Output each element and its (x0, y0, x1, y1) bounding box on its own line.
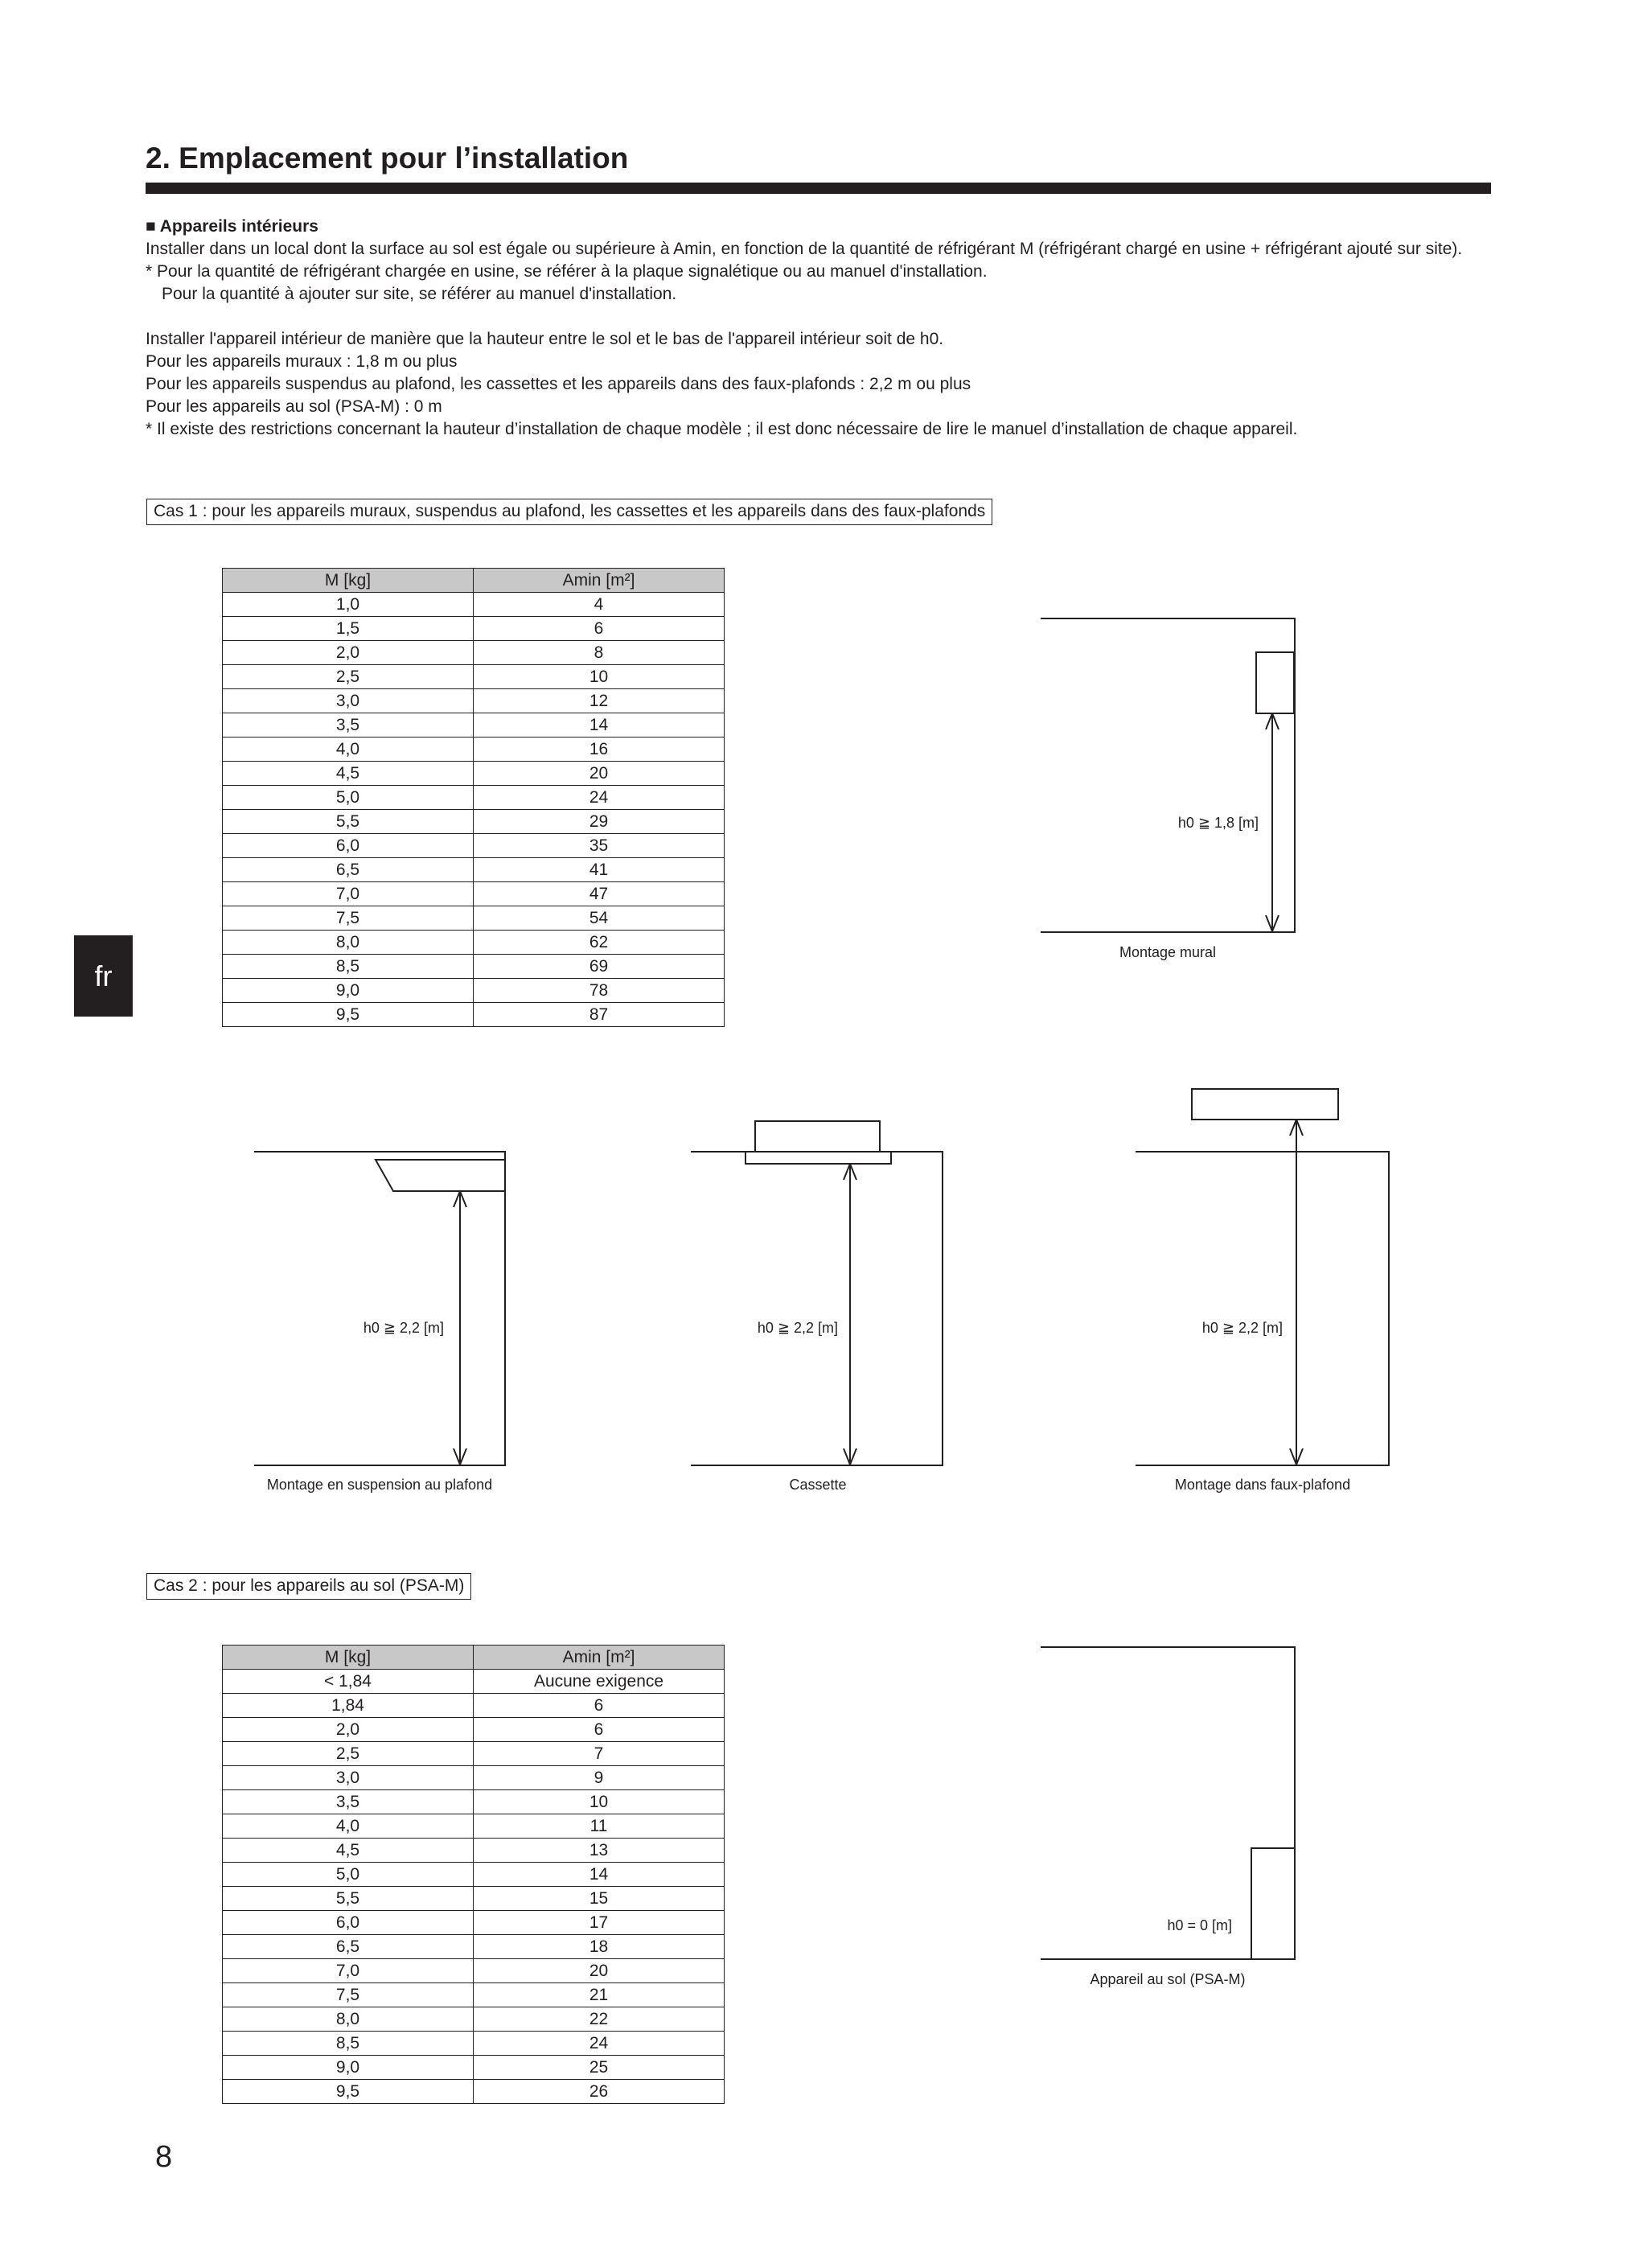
diagram-cassette (691, 1121, 943, 1493)
case1-label: Cas 1 : pour les appareils muraux, suspendus au plafond, les cassettes et les appareils dans des faux-plafonds (146, 499, 992, 525)
cell-amin: 20 (474, 762, 725, 786)
diagram-floor-standing (1041, 1647, 1295, 1987)
intro-paragraph-2: Installer l'appareil intérieur de manière que la hauteur entre le sol et le bas de l'appareil intérieur soit de h0. (146, 330, 944, 348)
cassette-height-label: h0 ≧ 2,2 [m] (757, 1320, 838, 1336)
cell-amin: 20 (474, 1959, 725, 1983)
cell-mass: 9,5 (223, 1003, 474, 1027)
wall-unit (1256, 652, 1294, 713)
intro-note-2: * Il existe des restrictions concernant la hauteur d’installation de chaque modèle ; il est donc nécessaire de lire le manuel d’installation de chaque appareil. (146, 420, 1298, 438)
intro-line-ceiling: Pour les appareils suspendus au plafond, les cassettes et les appareils dans des faux-plafonds : 2,2 m ou plus (146, 375, 971, 393)
ceiling-caption: Montage en suspension au plafond (266, 1477, 493, 1493)
cell-mass: 8,0 (223, 2007, 474, 2032)
ceiling-height-label: h0 ≧ 2,2 [m] (363, 1320, 444, 1336)
cell-amin: 6 (474, 617, 725, 641)
cell-amin: 24 (474, 786, 725, 810)
cell-mass: 7,5 (223, 906, 474, 931)
floor-room-outline (1041, 1647, 1295, 1959)
cell-mass: 6,0 (223, 834, 474, 858)
cell-amin: 14 (474, 713, 725, 738)
cell-mass: 5,5 (223, 810, 474, 834)
cell-amin: 9 (474, 1766, 725, 1790)
cell-amin: 11 (474, 1814, 725, 1839)
ducted-unit (1192, 1089, 1338, 1120)
cell-amin: 4 (474, 593, 725, 617)
cell-mass: 4,0 (223, 738, 474, 762)
cell-amin: 35 (474, 834, 725, 858)
intro-paragraph-1: Installer dans un local dont la surface au sol est égale ou supérieure à Amin, en fonction de la quantité de réfrigérant M (réfrigérant chargé en usine + réfrigérant ajouté sur site). (146, 240, 1463, 258)
cell-mass: 8,5 (223, 955, 474, 979)
cell-mass: 9,5 (223, 2080, 474, 2104)
cell-mass: 8,5 (223, 2032, 474, 2056)
cell-amin: 26 (474, 2080, 725, 2104)
ceiling-suspended-unit (376, 1160, 505, 1191)
cell-amin: 7 (474, 1742, 725, 1766)
cell-amin: 62 (474, 931, 725, 955)
section-title: 2. Emplacement pour l’installation (146, 142, 629, 175)
cell-amin: 41 (474, 858, 725, 882)
intro-line-wall: Pour les appareils muraux : 1,8 m ou plus (146, 352, 458, 371)
cell-mass: 6,5 (223, 858, 474, 882)
cell-mass: 3,0 (223, 689, 474, 713)
ducted-room-outline (1136, 1152, 1389, 1465)
table-header: Amin [m²] (474, 569, 725, 593)
cell-mass: 3,5 (223, 1790, 474, 1814)
cell-amin: 47 (474, 882, 725, 906)
cell-mass: 6,0 (223, 1911, 474, 1935)
cell-amin: 87 (474, 1003, 725, 1027)
cell-mass: 5,0 (223, 1863, 474, 1887)
cell-mass: 1,5 (223, 617, 474, 641)
cell-mass: 4,0 (223, 1814, 474, 1839)
language-tab: fr (74, 935, 133, 1017)
cell-amin: 10 (474, 1790, 725, 1814)
cell-amin: 54 (474, 906, 725, 931)
cell-mass: 2,5 (223, 665, 474, 689)
cell-amin: Aucune exigence (474, 1670, 725, 1694)
floor-height-label: h0 = 0 [m] (1167, 1917, 1232, 1933)
cell-amin: 24 (474, 2032, 725, 2056)
diagram-ducted (1136, 1089, 1389, 1493)
cell-mass: 5,5 (223, 1887, 474, 1911)
cell-amin: 6 (474, 1694, 725, 1718)
cell-amin: 6 (474, 1718, 725, 1742)
diagram-ceiling-suspended (254, 1152, 505, 1493)
cassette-caption: Cassette (789, 1477, 847, 1493)
cell-mass: 4,5 (223, 1839, 474, 1863)
cell-amin: 17 (474, 1911, 725, 1935)
cell-amin: 16 (474, 738, 725, 762)
cell-amin: 18 (474, 1935, 725, 1959)
intro-note-1b: Pour la quantité à ajouter sur site, se référer au manuel d'installation. (162, 285, 677, 303)
cell-mass: 9,0 (223, 2056, 474, 2080)
ceiling-room-outline (254, 1152, 505, 1465)
cassette-panel (745, 1152, 891, 1164)
table-header: Amin [m²] (474, 1646, 725, 1670)
cell-mass: 4,5 (223, 762, 474, 786)
cell-mass: 7,5 (223, 1983, 474, 2007)
cell-amin: 22 (474, 2007, 725, 2032)
cell-amin: 13 (474, 1839, 725, 1863)
ducted-height-label: h0 ≧ 2,2 [m] (1201, 1320, 1283, 1336)
cell-amin: 69 (474, 955, 725, 979)
intro-note-1: * Pour la quantité de réfrigérant chargée en usine, se référer à la plaque signalétique ou au manuel d'installation. (146, 262, 988, 281)
cell-mass: 7,0 (223, 1959, 474, 1983)
cell-amin: 14 (474, 1863, 725, 1887)
cell-amin: 12 (474, 689, 725, 713)
floor-unit (1251, 1848, 1295, 1959)
cell-mass: 6,5 (223, 1935, 474, 1959)
cell-amin: 25 (474, 2056, 725, 2080)
wall-height-label: h0 ≧ 1,8 [m] (1177, 815, 1259, 831)
cassette-room-outline (691, 1152, 943, 1465)
floor-caption: Appareil au sol (PSA-M) (1090, 1971, 1246, 1987)
cell-mass: 2,0 (223, 641, 474, 665)
cell-mass: 2,0 (223, 1718, 474, 1742)
cell-mass: 5,0 (223, 786, 474, 810)
intro-line-floor: Pour les appareils au sol (PSA-M) : 0 m (146, 397, 442, 416)
cell-mass: 2,5 (223, 1742, 474, 1766)
page-number: 8 (155, 2140, 173, 2174)
cell-amin: 10 (474, 665, 725, 689)
table-header: M [kg] (223, 1646, 474, 1670)
cell-mass: < 1,84 (223, 1670, 474, 1694)
cell-amin: 29 (474, 810, 725, 834)
cell-mass: 8,0 (223, 931, 474, 955)
cell-mass: 3,5 (223, 713, 474, 738)
table-header: M [kg] (223, 569, 474, 593)
cassette-body (755, 1121, 880, 1152)
cell-amin: 15 (474, 1887, 725, 1911)
cell-mass: 3,0 (223, 1766, 474, 1790)
diagram-wall-mount (1041, 618, 1295, 960)
cell-mass: 1,84 (223, 1694, 474, 1718)
cell-mass: 7,0 (223, 882, 474, 906)
cell-mass: 1,0 (223, 593, 474, 617)
cell-amin: 8 (474, 641, 725, 665)
case2-label: Cas 2 : pour les appareils au sol (PSA-M) (146, 1573, 471, 1600)
cell-mass: 9,0 (223, 979, 474, 1003)
intro-heading: ■ Appareils intérieurs (146, 217, 318, 236)
wall-caption: Montage mural (1119, 944, 1217, 960)
cell-amin: 21 (474, 1983, 725, 2007)
cell-amin: 78 (474, 979, 725, 1003)
ducted-caption: Montage dans faux-plafond (1174, 1477, 1351, 1493)
